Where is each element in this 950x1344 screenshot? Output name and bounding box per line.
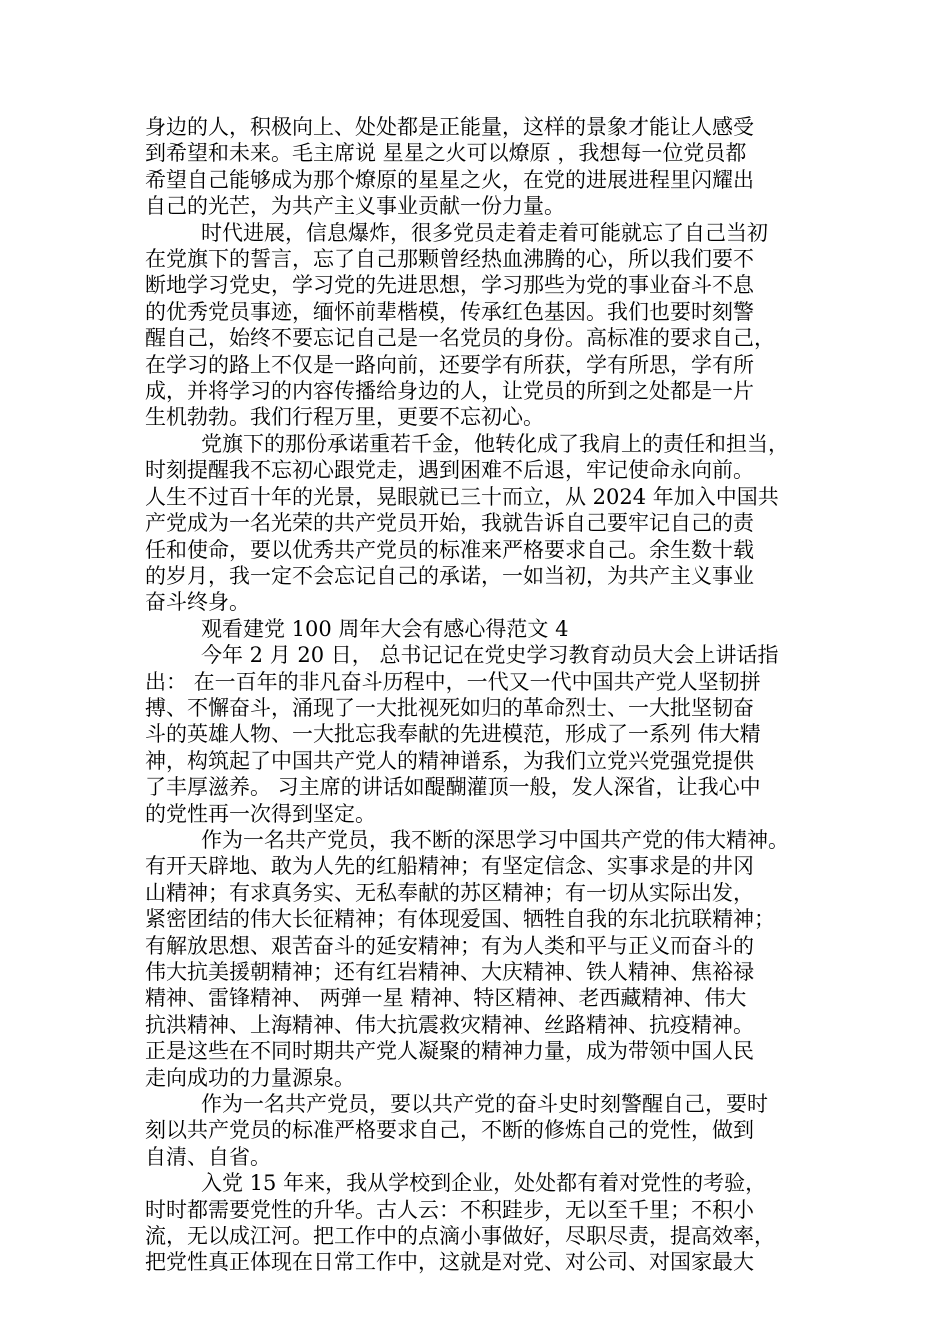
paragraph-1-text: 身边的人，积极向上、处处都是正能量，这样的景象才能让人感受 到希望和未来。毛主席说 星星之火可以燎原 ，我想每一位党员都 希望自己能够成为那个燎原的星星之火，在党的进展进程里闪耀出 自己的光芒，为共产主义事业贡献一份力量。 (145, 115, 754, 219)
paragraph-3 (145, 431, 807, 616)
paragraph-2 (145, 220, 807, 431)
paragraph-2-text: 时代进展，信息爆炸，很多党员走着走着可能就忘了自己当初 在党旗下的誓言，忘了自己那颗曾经热血沸腾的心，所以我们要不 断地学习党史，学习党的先进思想，学习那些为党的事业奋斗不息 的优秀党员事迹，缅怀前辈楷模，传承红色基因。我们也要时刻警 醒自己，始终不要忘记自己是一名党员的身份。高标准的要求自己， 在学习的路上不仅是一路向前，还要学有所获，学有所思，学有所 成，并将学习的内容传播给身边的人，让党员的所到之处都是一片 生机勃勃。我们行程万里，更要不忘初心。 (145, 220, 775, 430)
paragraph-5-text: 今年 2 月 20 日， 总书记记在党史学习教育动员大会上讲话指 出： 在一百年的非凡奋斗历程中，一代又一代中国共产党人坚韧拼 搏、不懈奋斗，涌现了一大批视死如归的革命烈士、一大批坚韧奋 斗的英雄人物、一大批忘我奉献的先进模范，形成了一系列 伟大精 神，构筑起了中国共产党人的精神谱系，为我们立党兴党强党提供 了丰厚滋养。 习主席的讲话如醍醐灌顶一般，发人深省，让我心中 的党性再一次得到坚定。 (145, 643, 779, 826)
paragraph-8 (145, 1170, 807, 1276)
paragraph-3-text: 党旗下的那份承诺重若千金，他转化成了我肩上的责任和担当， 时刻提醒我不忘初心跟党走，遇到困难不后退，牢记使命永向前。 人生不过百十年的光景，晃眼就已三十而立，从 2024 年加入中国共 产党成为一名光荣的共产党员开始，我就告诉自己要牢记自己的责 任和使命，要以优秀共产党员的标准来严格要求自己。余生数十载 的岁月，我一定不会忘记自己的承诺，一如当初，为共产主义事业 奋斗终身。 (145, 431, 789, 615)
paragraph-5 (145, 642, 807, 827)
paragraph-7-text: 作为一名共产党员，要以共产党的奋斗史时刻警醒自己，要时 刻以共产党员的标准严格要求自己，不断的修炼自己的党性，做到 自清、自省。 (145, 1092, 768, 1169)
paragraph-7 (145, 1091, 807, 1170)
section-heading (145, 616, 807, 642)
section-heading-text: 观看建党 100 周年大会有感心得范文 4 (201, 616, 569, 641)
paragraph-6 (145, 827, 807, 1091)
paragraph-8-text: 入党 15 年来，我从学校到企业，处处都有着对党性的考验， 时时都需要党性的升华。古人云：不积跬步，无以至千里；不积小 流，无以成江河。把工作中的点滴小事做好，尽职尽责，提高效率， 把党性真正体现在日常工作中，这就是对党、对公司、对国家最大 (145, 1171, 775, 1275)
document-page (145, 114, 807, 1276)
paragraph-6-text: 作为一名共产党员，我不断的深思学习中国共产党的伟大精神。 有开天辟地、敢为人先的红船精神；有坚定信念、实事求是的井冈 山精神；有求真务实、无私奉献的苏区精神；有一切从实际出发， 紧密团结的伟大长征精神；有体现爱国、牺牲自我的东北抗联精神； 有解放思想、艰苦奋斗的延安精神；有为人类和平与正义而奋斗的 伟大抗美援朝精神；还有红岩精神、大庆精神、铁人精神、焦裕禄 精神、雷锋精神、 两弹一星 精神、特区精神、老西藏精神、伟大 抗洪精神、上海精神、伟大抗震救灾精神、丝路精神、抗疫精神。 正是这些在不同时期共产党人凝聚的精神力量，成为带领中国人民 走向成功的力量源泉。 (145, 827, 789, 1090)
paragraph-1 (145, 114, 807, 220)
